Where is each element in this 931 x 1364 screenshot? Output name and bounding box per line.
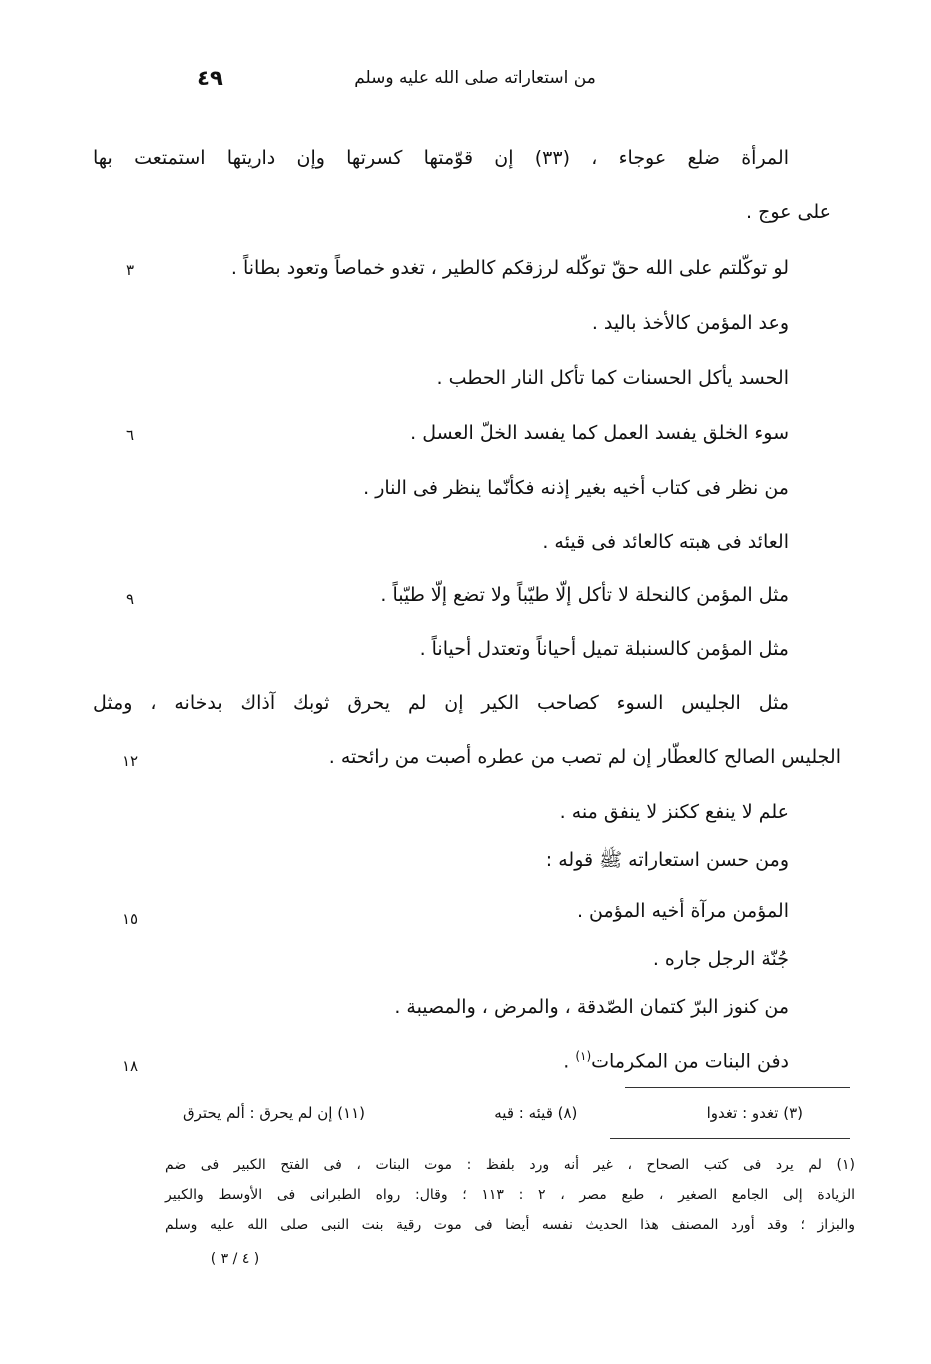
variant-reading: (١١) إن لم يحرق : ألم يحترق	[183, 1104, 366, 1122]
line-number-18: ١٨	[121, 1057, 139, 1075]
footnote-line-2: الزيادة إلى الجامع الصغير ، طبع مصر ، ٢ : ١١٣ ؛ وقال: رواه الطبرانى فى الأوسط والكبير	[165, 1187, 855, 1203]
line-number-9: ٩	[125, 590, 135, 608]
text-line-17: من كنوز البرّ كتمان الصّدقة ، والمرض ، والمصيبة .	[394, 996, 789, 1018]
footnote-line-1: (١) لم يرد فى كتب الصحاح ، غير أنه ورد بلفظ : موت البنات ، فى الفتح الكبير فى ضم	[165, 1157, 855, 1173]
line-number-12: ١٢	[121, 752, 139, 770]
text-line-13: علم لا ينفع ككنز لا ينفق منه .	[559, 801, 789, 823]
text-line-10: مثل المؤمن كالسنبلة تميل أحياناً وتعتدل أحياناً .	[419, 638, 789, 660]
text-line-7: من نظر فى كتاب أخيه بغير إذنه فكأنّما ينظر فى النار .	[363, 477, 789, 499]
text-line-8: العائد فى هبته كالعائد فى قيئه .	[542, 531, 789, 553]
text-line-3: لو توكّلتم على الله حقّ توكّله لرزقكم كالطير ، تغدو خماصاً وتعود بطاناً .	[230, 257, 789, 279]
text-line-6: سوء الخلق يفسد العمل كما يفسد الخلّ العسل .	[410, 422, 789, 444]
footnote-reference: ( ٤ / ٣ )	[210, 1251, 260, 1267]
text-line-1: المرأة ضلع عوجاء ، (٣٣) إن قوّمتها كسرتها وإن داريتها استمتعت بها	[93, 147, 789, 169]
text-line-9: مثل المؤمن كالنحلة لا تأكل إلّا طيّباً ولا تضع إلّا طيّباً .	[380, 584, 789, 606]
page-number: ٤٩	[197, 66, 223, 90]
text-line-15: المؤمن مرآة أخيه المؤمن .	[576, 900, 789, 922]
text-line-18-body: دفن البنات من المكرمات	[591, 1050, 789, 1073]
footnote-ref-1: (١)	[575, 1049, 592, 1063]
text-line-2: على عوج .	[746, 201, 831, 223]
text-line-18-end: .	[563, 1050, 576, 1073]
variants-rule	[625, 1087, 850, 1088]
footnote-line-3: والبزاز ؛ وقد أورد المصنف هذا الحديث نفسه أيضا فى موت رقية بنت النبى صلى الله عليه وسلم	[165, 1217, 855, 1233]
variant-reading: (٣) تغدو : تغدوا	[706, 1104, 803, 1122]
line-number-6: ٦	[125, 426, 135, 444]
text-line-18	[99, 1041, 789, 1076]
text-line-16: جُنّة الرجل جاره .	[652, 948, 789, 970]
line-number-3: ٣	[125, 261, 135, 279]
line-number-15: ١٥	[121, 910, 139, 928]
text-line-14: ومن حسن استعاراته ﷺ قوله :	[545, 849, 789, 871]
text-line-4: وعد المؤمن كالأخذ باليد .	[591, 312, 789, 334]
variant-readings	[183, 1099, 803, 1127]
text-line-5: الحسد يأكل الحسنات كما تأكل النار الحطب .	[436, 367, 789, 389]
text-line-12: الجليس الصالح كالعطّار إن لم تصب من عطره أصبت من رائحته .	[328, 746, 841, 768]
variant-reading: (٨) قيئه : قيه	[494, 1104, 578, 1122]
footnote-rule	[610, 1138, 850, 1139]
text-line-11: مثل الجليس السوء كصاحب الكير إن لم يحرق ثوبك آذاك بدخانه ، ومثل	[93, 692, 789, 714]
running-header: من استعاراته صلى الله عليه وسلم	[354, 68, 596, 88]
